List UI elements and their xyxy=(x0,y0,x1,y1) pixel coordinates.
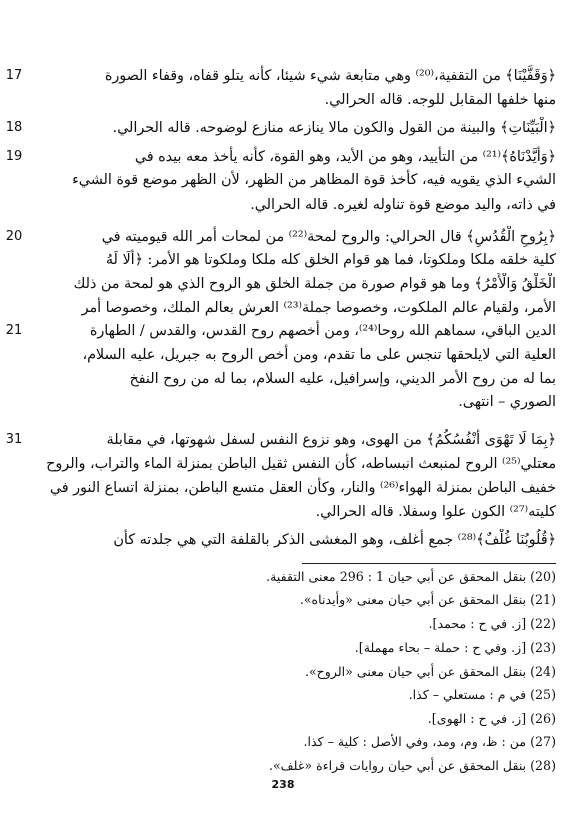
text-line: في ذاته، واليد موضع قوة تناوله لغيره. قاله الحرالي. xyxy=(250,197,556,213)
text-line: منها خلفها المقابل للوجه. قاله الحرالي. xyxy=(324,92,556,108)
footnote: (25) في م : مستعلي – كذا. xyxy=(408,687,556,702)
line-number: 18 xyxy=(5,120,23,135)
text-line: ﴿وَقَفَّيْنَا﴾ من التقفية،⁽²⁰⁾ وهي متابعة شيء شيئا، كأنه يتلو قفاه، وقفاء الصورة xyxy=(104,68,556,84)
footnote: (27) من : ظ، وم، ومد، وفي الأصل : كلية – كذا. xyxy=(303,734,556,749)
text-line: بما له من روح الأمر الديني، وإسرافيل، عليه السلام، بما له من روح النفخ xyxy=(129,371,556,387)
footnote: (20) بنقل المحقق عن أبي حيان 1 : 296 معنى التقفية. xyxy=(266,569,556,584)
text-line: الصوري – انتهى. xyxy=(458,394,556,410)
footnote: (23) [ز. وفي ح : حملة – بحاء مهملة]. xyxy=(354,640,556,655)
text-line: ﴿الْبَيِّنَاتِ﴾ والبينة من القول والكون مالا ينازعه منازع لوضوحه. قاله الحرالي. xyxy=(112,120,556,136)
text-line: ﴿بِمَا لَا تَهْوَى أَنْفُسُكُمُ﴾ من الهوى، وهو نزوع النفس لسفل شهوتها، في مقابلة xyxy=(106,432,556,448)
footnote: (22) [ز. في ح : محمد]. xyxy=(428,616,556,631)
text-line: العلية التي لايلحقها تنجس على ما تقدم، ومن أخص الروح به جبريل، عليه السلام، xyxy=(82,347,556,363)
line-number: 20 xyxy=(5,229,23,244)
text-line: ﴿وَأَيَّدْنَاهُ﴾⁽²¹⁾ من التأييد، وهو من الأيد، وهو القوة، كأنه يأخذ معه بيده في xyxy=(134,149,556,165)
text-line: معتلي⁽²⁵⁾ الروح لمنبعث انبساطه، كأن النفس ثقيل الباطن بمنزلة الماء والتراب، والروح xyxy=(46,456,556,472)
footnote: (24) بنقل المحقق عن أبي حيان معنى «الروح». xyxy=(304,664,556,679)
footnote-divider xyxy=(302,563,556,564)
footnote: (26) [ز. في ح : الهوى]. xyxy=(427,711,556,726)
text-line: الشيء الذي يقويه فيه، كأخذ قوة المظاهر من الظهر، لأن الظهر موضع قوة الشيء xyxy=(72,172,556,188)
line-number: 21 xyxy=(5,323,23,338)
text-line: الدين الباقي، سماهم الله روحا⁽²⁴⁾، ومن أخصهم روح القدس، والقدس / الطهارة xyxy=(89,323,556,339)
page-number: 238 xyxy=(271,778,295,791)
text-line: خفيف الباطن بمنزلة الهواء⁽²⁶⁾ والنار، وكأن العقل متسع الباطن، بمنزلة اتساع النور في xyxy=(49,480,556,496)
footnote: (21) بنقل المحقق عن أبي حيان معنى «وأيدناه». xyxy=(299,592,556,607)
text-line: ﴿بِرُوحِ الْقُدُسِ﴾ قال الحرالي: والروح لمحة⁽²²⁾ من لمحات أمر الله قيوميته في xyxy=(101,229,556,245)
text-line: كلية خلقه ملكا وملكوتا، فما هو قوام الخلق كله ملكا وملكوتا هو الأمر: ﴿أَلَا لَهُ xyxy=(105,252,556,268)
line-number: 31 xyxy=(5,432,23,447)
footnote: (28) بنقل المحقق عن أبي حيان روايات قراءة «غلف». xyxy=(268,758,556,773)
line-number: 19 xyxy=(5,149,23,164)
text-line: الأمر، ولقيام عالم الملكوت، وخصوصا جملة⁽²³⁾ العرش بعالم الملك، وخصوصا أمر xyxy=(81,300,556,316)
text-line: ﴿قُلُوبُنَا غُلْفٌ﴾⁽²⁸⁾ جمع أغلف، وهو المغشى الذكر بالقلفة التي هي جلدته كأن xyxy=(113,532,556,548)
text-line: الْخَلْقُ وَالْأَمْرُ﴾ وما هو قوام صورة من جملة الخلق هو الروح الذي هو لمحة من ذلك xyxy=(73,276,556,292)
text-line: كليته⁽²⁷⁾ الكون علوا وسفلا. قاله الحرالي. xyxy=(315,504,556,520)
line-number: 17 xyxy=(5,68,23,83)
